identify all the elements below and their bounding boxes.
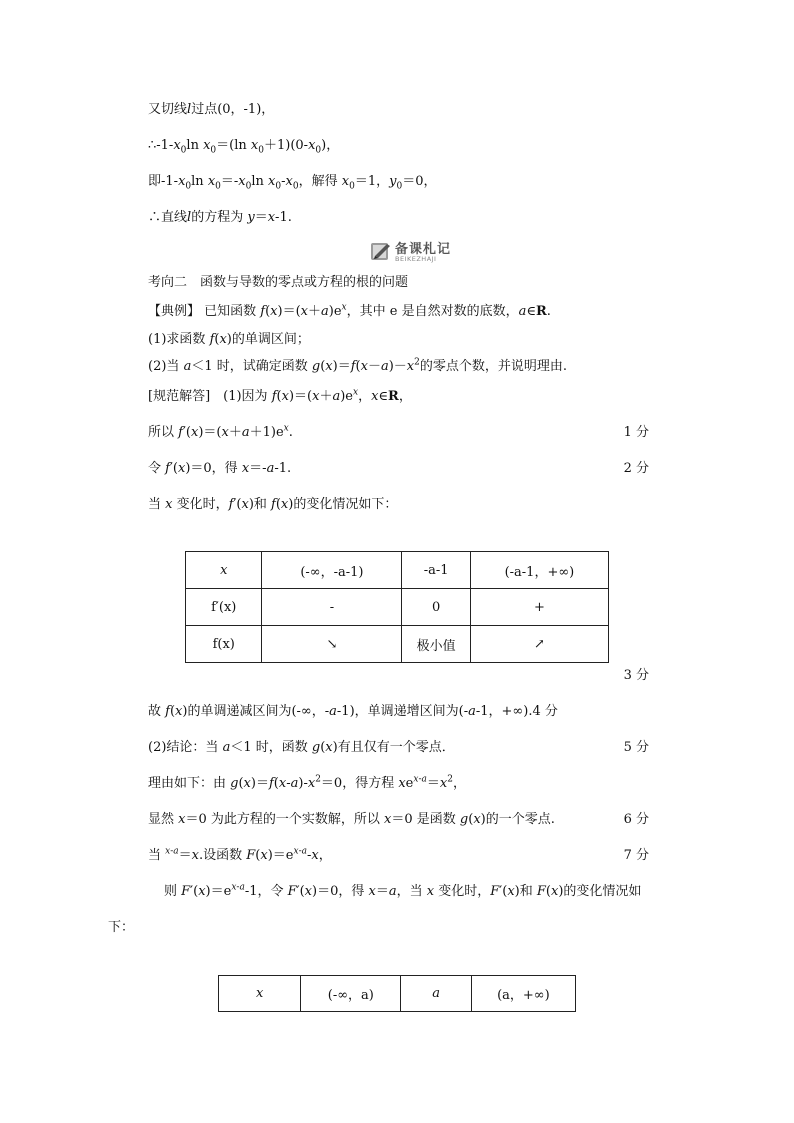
table-row: x (-∞，-a-1) -a-1 (-a-1，+∞)	[186, 552, 609, 589]
solution-line: 当 x 变化时，f′(x)和 f(x)的变化情况如下：	[148, 497, 398, 512]
logo-subtitle: BEIKEZHAJI	[395, 255, 437, 263]
variation-table-1	[185, 551, 609, 663]
table-row: x (-∞，a) a (a，+∞)	[219, 976, 576, 1012]
solution-line: 令 f′(x)＝0，得 x＝-a-1.	[148, 461, 292, 476]
score-label: 1 分	[623, 425, 649, 440]
table-row: f(x) ↘ 极小值 ↗	[186, 626, 609, 663]
score-label: 3 分	[623, 668, 649, 683]
logo-title: 备课札记	[395, 242, 452, 257]
beikezhaji-logo	[370, 239, 454, 265]
text-line: ∴直线l的方程为 y＝x-1.	[148, 210, 292, 225]
question-1: (1)求函数 f(x)的单调区间；	[148, 332, 310, 347]
text-line: 又切线l过点(0，-1)，	[148, 102, 275, 117]
text-line: 即$-1-x_0\ln$ $x_0=-x_0\ln$ $x_0-x_0$，解得 $x_0=1$，$y_0=0$，	[148, 174, 437, 192]
solution-line: 则 $F'(x)=e^{x-a}-1$，令 F′(x)＝0，得 x＝a，当 x 变化时，F′(x)和 F(x)的变化情况如	[164, 882, 642, 899]
solution-line: 理由如下：由 $g(x)=f(x-a)-x^2=0$，得方程 $xe^{x-a}=x^2$，	[148, 774, 466, 791]
question-2: (2)当 a＜1 时，试确定函数 $g(x)=f(x-a)-x^2$的零点个数，并说明理由.	[148, 357, 568, 374]
example-statement: 【典例】 已知函数 $f(x)=(x+a)e^x$，其中 e 是自然对数的底数，a∈R.	[148, 302, 551, 319]
solution-line: 当 $^{x-a}$＝x.设函数 $F(x)=e^{x-a}-x$，	[148, 846, 332, 863]
table-row: f′(x) - 0 +	[186, 589, 609, 626]
solution-line: 下：	[108, 920, 135, 935]
score-label: 7 分	[623, 848, 649, 863]
score-label: 5 分	[623, 740, 649, 755]
solution-line: [规范解答] (1)因为 $f(x)=(x+a)e^x$，x∈R，	[148, 387, 412, 404]
section-heading: 考向二 函数与导数的零点或方程的根的问题	[148, 275, 409, 290]
solution-line: 故 f(x)的单调递减区间为(-∞，-a-1)，单调递增区间为(-a-1，+∞).4 分	[148, 704, 558, 719]
score-label: 6 分	[623, 812, 649, 827]
solution-line: 所以 $f'(x)=(x+a+1)e^x$.	[148, 423, 293, 440]
score-label: 2 分	[623, 461, 649, 476]
variation-table-2	[218, 975, 576, 1012]
notepad-icon	[370, 240, 392, 262]
solution-line: (2)结论：当 a＜1 时，函数 g(x)有且仅有一个零点．	[148, 740, 455, 755]
text-line: $\therefore-1-x_0\ln$ $x_0=(\ln$ $x_0+1)(0-x_0)$，	[148, 138, 340, 156]
solution-line: 显然 x＝0 为此方程的一个实数解，所以 x＝0 是函数 g(x)的一个零点.	[148, 812, 555, 827]
